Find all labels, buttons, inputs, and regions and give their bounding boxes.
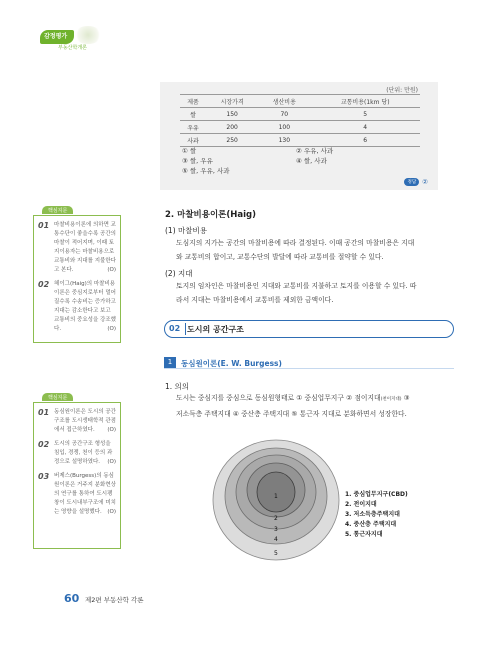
table-cell: 6 [310, 134, 420, 147]
table-cell: 150 [206, 108, 258, 121]
choice-2: ② 우유, 사과 [296, 147, 334, 155]
legend-item: 2. 전이지대 [345, 501, 377, 508]
note-number: 03 [38, 472, 50, 481]
header-decoration [74, 26, 102, 44]
table-cell: 사과 [180, 134, 206, 147]
table-row [180, 108, 420, 121]
legend-item: 4. 중산층 주택지대 [345, 521, 397, 528]
concentric-zone-diagram [210, 428, 450, 563]
table-cell: 70 [258, 108, 310, 121]
heading-haig: 2. 마찰비용이론(Haig) [165, 210, 256, 220]
table-cell: 250 [206, 134, 258, 147]
heading-rent: (2) 지대 [165, 269, 193, 278]
diagram-legend [345, 490, 408, 540]
core-note-box [33, 215, 121, 343]
table-header-row [180, 95, 420, 108]
note-text: 동심원이론은 도시의 공간구조를 도시생태학적 관점에서 접근하였다. [54, 409, 116, 433]
text-line: 와 교통비의 합이고, 교통수단의 발달에 따라 교통비를 절약할 수 있다. [176, 253, 384, 261]
subsection-number: 1 [164, 357, 176, 368]
note-text: 버제스(Burgess)의 동심원이론은 거주지 분화현상의 연구를 통하여 도시팽창이 도시내부구조에 미치는 영향을 설명했다. [54, 473, 116, 515]
text-line: 라서 지대는 마찰비용에서 교통비를 제외한 금액이다. [176, 296, 334, 304]
heading-friction-cost: (1) 마찰비용 [165, 226, 207, 235]
choice-3: ③ 쌀, 우유 [182, 157, 213, 165]
table-row [180, 121, 420, 134]
note-number: 01 [38, 408, 50, 417]
text-span: ③ [401, 394, 410, 402]
text-line: 도심지의 지가는 공간의 마찰비용에 따라 결정된다. 이때 공간의 마찰비용은 지대 [176, 239, 415, 247]
heading-meaning: 1. 의의 [165, 382, 190, 391]
text-line [176, 391, 456, 407]
zone-label: 2 [274, 515, 278, 522]
example-table [180, 94, 420, 147]
legend-item: 3. 저소득층주택지대 [345, 511, 400, 518]
paragraph-friction-cost [176, 236, 456, 264]
paragraph-rent [176, 279, 456, 307]
section-divider [185, 323, 186, 335]
zone-label: 3 [274, 526, 278, 533]
text-span: 도시는 중심지를 중심으로 동심원형태로 ① 중심업무지구 ② 점이지대 [176, 394, 381, 402]
table-header: 제품 [180, 95, 206, 108]
table-cell: 4 [310, 121, 420, 134]
example-box [160, 82, 438, 190]
note-number: 01 [38, 221, 50, 230]
core-note-box [33, 402, 121, 549]
subsection-title: 동심원이론(E. W. Burgess) [181, 359, 282, 368]
footer-text: 제2편 부동산학 각론 [85, 596, 144, 604]
choice-5: ⑤ 쌀, 우유, 사과 [182, 167, 230, 175]
note-tab: 핵심지문 [42, 206, 73, 214]
choice-4: ④ 쌀, 사과 [296, 157, 327, 165]
note-text: 도시의 공간구조 형성을 침입, 경쟁, 천이 등의 과정으로 설명하였다. [54, 441, 113, 465]
zone-label: 1 [274, 493, 278, 500]
note-item [38, 280, 116, 334]
table-row [180, 134, 420, 147]
note-mark: (O) [107, 267, 116, 273]
note-number: 02 [38, 440, 50, 449]
header-badge-main: 감정평가 [44, 33, 68, 40]
text-span-small: (천이지대) [380, 397, 402, 402]
answer-badge: 정답 [404, 178, 419, 186]
table-cell: 우유 [180, 121, 206, 134]
note-mark: (O) [107, 427, 116, 433]
legend-item: 1. 중심업무지구(CBD) [345, 491, 408, 498]
header-badge [30, 24, 92, 54]
note-text: 마찰비용이론에 의하면 교통수단이 좋을수록 공간의 마찰이 적어지며, 이때 토지이용자는 마찰비용으로 교통비와 지대를 지불한다고 본다. [54, 222, 116, 273]
note-item [38, 221, 116, 275]
legend-item: 5. 통근자지대 [345, 531, 383, 538]
zone-1-ring [257, 472, 295, 512]
note-item [38, 408, 116, 435]
section-title: 도시의 공간구조 [187, 325, 244, 334]
section-number: 02 [169, 324, 181, 333]
note-mark: (O) [107, 326, 116, 332]
table-cell: 100 [258, 121, 310, 134]
unit-label: (단위: 만원) [386, 87, 418, 94]
table-cell: 130 [258, 134, 310, 147]
zone-label: 4 [274, 536, 278, 543]
answer-value: ② [422, 178, 428, 186]
header-badge-sub: 부동산학개론 [58, 45, 87, 51]
table-header: 생산비용 [258, 95, 310, 108]
table-header: 시장가격 [206, 95, 258, 108]
note-tab: 핵심지문 [42, 393, 73, 401]
table-cell: 200 [206, 121, 258, 134]
text-line: 토지의 임차인은 마찰비용인 지대와 교통비를 지불하고 토지를 이용할 수 있다. 따 [176, 282, 417, 290]
note-number: 02 [38, 280, 50, 289]
note-mark: (O) [107, 459, 116, 465]
table-cell: 쌀 [180, 108, 206, 121]
subsection-header [164, 357, 454, 369]
note-text: 헤이그(Haig)의 마찰비용이론은 중심지로부터 멀어질수록 수송비는 증가하고 지대는 감소한다고 보고 교통비의 중요성을 강조했다. [54, 281, 116, 332]
note-mark: (O) [107, 509, 116, 515]
table-header: 교통비용(1km 당) [310, 95, 420, 108]
section-header [164, 320, 454, 338]
text-line: 저소득층 주택지대 ④ 중산층 주택지대 ⑤ 통근자 지대로 분화하면서 성장한다. [176, 410, 407, 418]
table-cell: 5 [310, 108, 420, 121]
note-item [38, 472, 116, 517]
page-number: 60 [64, 592, 80, 605]
note-item [38, 440, 116, 467]
answer [404, 178, 428, 186]
zone-label: 5 [274, 550, 278, 557]
choice-1: ① 쌀 [182, 147, 197, 155]
paragraph-meaning [176, 391, 456, 421]
